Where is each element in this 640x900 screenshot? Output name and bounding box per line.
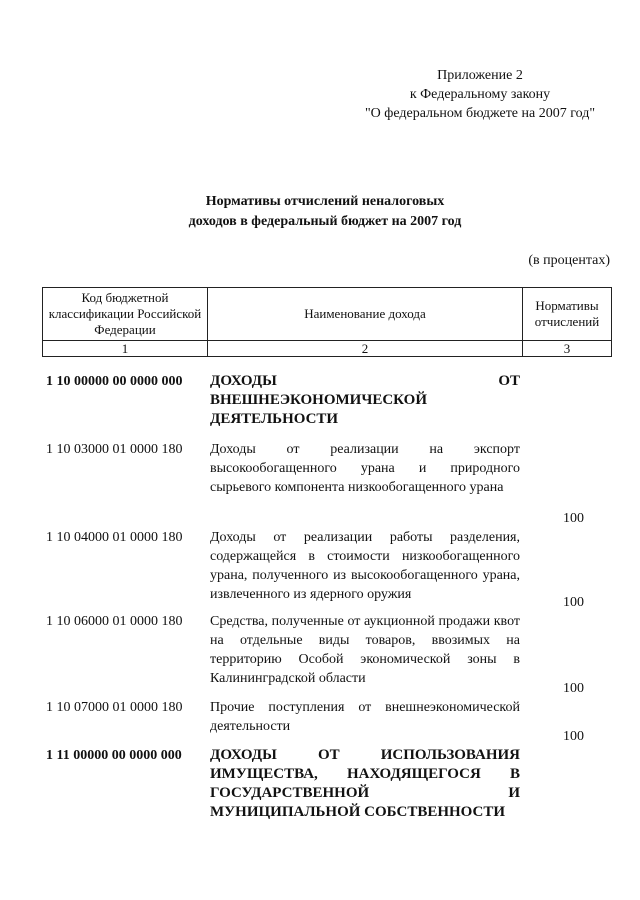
- table-row: [46, 698, 612, 746]
- row-name: Доходы от реализации на экспорт высокообогащенного урана и природного сырьевого компонента низкообогащенного урана: [210, 442, 520, 495]
- row-norm: 100: [563, 681, 584, 696]
- row-code: 1 10 03000 01 0000 180: [46, 442, 183, 457]
- table-row: [46, 746, 612, 826]
- row-norm: [520, 746, 612, 826]
- appendix-line-1: Приложение 2: [437, 68, 523, 83]
- row-code: 1 10 04000 01 0000 180: [46, 530, 183, 545]
- header-row: [43, 288, 612, 341]
- row-norm: 100: [563, 729, 584, 744]
- row-name: ДОХОДЫ ОТ ВНЕШНЕЭКОНОМИЧЕСКОЙ ДЕЯТЕЛЬНОСТИ: [210, 373, 520, 427]
- header-number-2: 2: [208, 341, 523, 357]
- table-row: [46, 528, 612, 612]
- header-code: Код бюджетной классификации Российской Федерации: [43, 288, 208, 341]
- table-row: [46, 612, 612, 698]
- header-name: Наименование дохода: [208, 288, 523, 341]
- row-norm: 100: [563, 595, 584, 610]
- appendix-header: [350, 66, 610, 123]
- header-norm: Нормативы отчислений: [523, 288, 612, 341]
- row-code: 1 10 06000 01 0000 180: [46, 614, 183, 629]
- appendix-line-2: к Федеральному закону: [409, 87, 551, 102]
- units-note: (в процентах): [528, 253, 610, 268]
- row-code: 1 10 00000 00 0000 000: [46, 374, 183, 389]
- table-row: [46, 372, 612, 440]
- row-name: Средства, полученные от аукционной продажи квот на отдельные виды товаров, ввозимых на территорию Особой экономической зоны в Калининградской области: [210, 614, 520, 686]
- row-name: Доходы от реализации работы разделения, содержащейся в стоимости низкообогащенного урана, полученного из высокообогащенного урана, извлеченного из ядерного оружия: [210, 530, 520, 602]
- document-title: [160, 192, 490, 232]
- row-name: Прочие поступления от внешнеэкономической деятельности: [210, 700, 520, 734]
- header-number-1: 1: [43, 341, 208, 357]
- row-code: 1 11 00000 00 0000 000: [46, 748, 182, 763]
- header-number-3: 3: [523, 341, 612, 357]
- row-norm: [520, 372, 612, 440]
- title-line-1: Нормативы отчислений неналоговых: [205, 194, 445, 209]
- table-header: [42, 287, 612, 357]
- header-numbers-row: [43, 341, 612, 357]
- row-name: ДОХОДЫ ОТ ИСПОЛЬЗОВАНИЯ ИМУЩЕСТВА, НАХОДЯЩЕГОСЯ В ГОСУДАРСТВЕННОЙ И МУНИЦИПАЛЬНОЙ СОБСТВЕННОСТИ: [210, 747, 520, 820]
- appendix-line-3: "О федеральном бюджете на 2007 год": [364, 106, 596, 121]
- row-code: 1 10 07000 01 0000 180: [46, 700, 183, 715]
- table-row: [46, 440, 612, 528]
- income-table-body: [46, 372, 612, 826]
- title-line-2: доходов в федеральный бюджет на 2007 год: [188, 214, 462, 229]
- row-norm: 100: [563, 511, 584, 526]
